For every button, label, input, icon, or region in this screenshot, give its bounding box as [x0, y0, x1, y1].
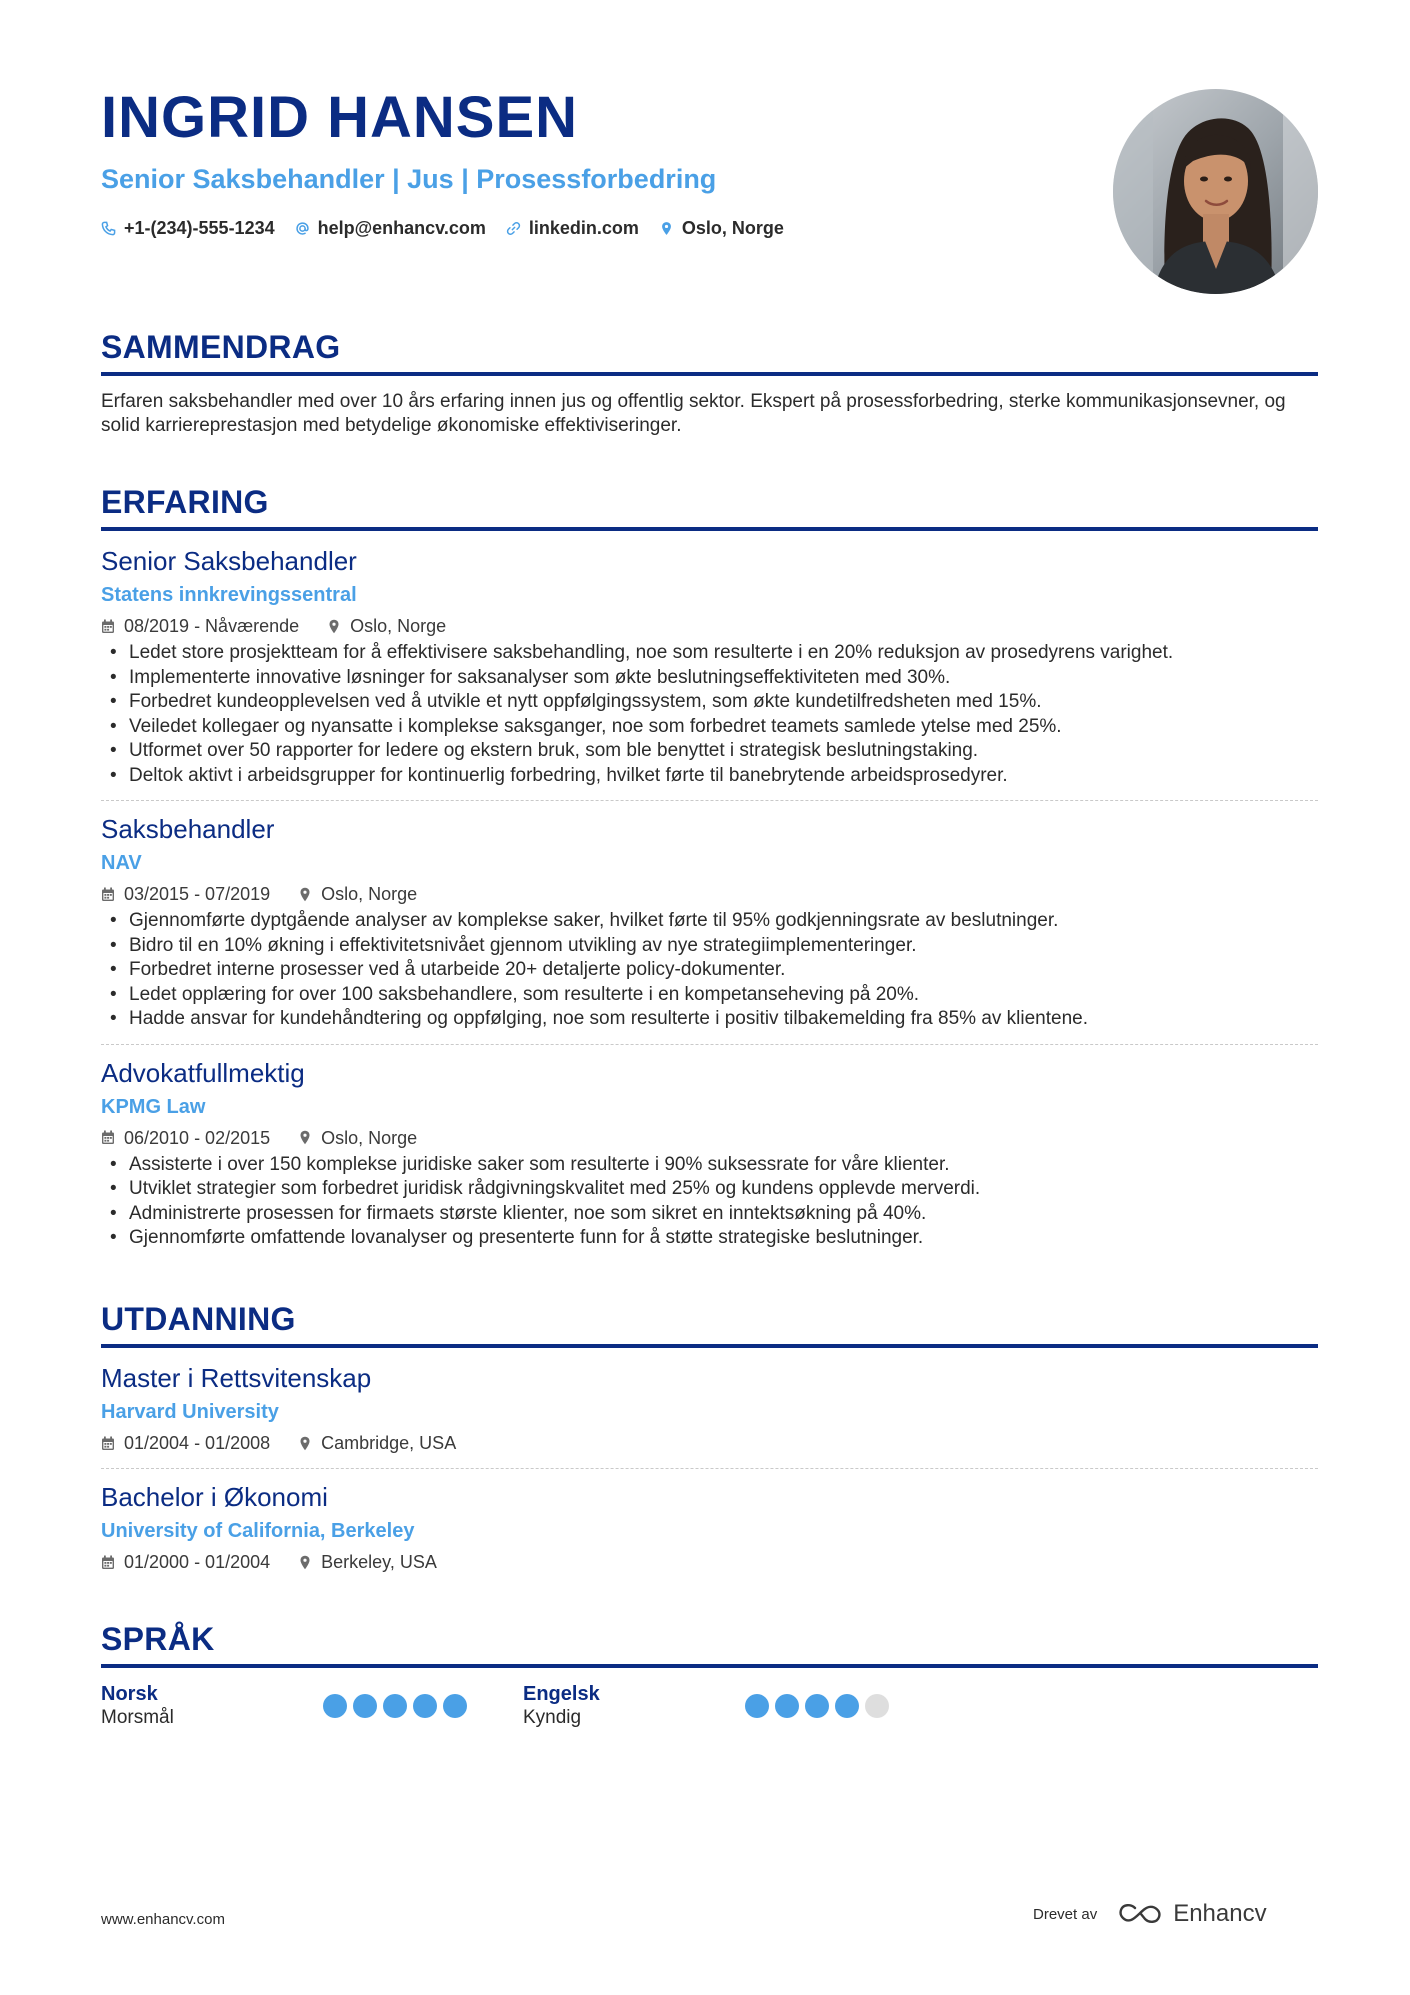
- education-location-text: Cambridge, USA: [321, 1433, 457, 1453]
- powered-by-label: Drevet av: [1033, 1905, 1098, 1923]
- summary-heading: SAMMENDRAG: [101, 329, 341, 365]
- bullet-item: • Forbedret kundeopplevelsen ved å utvikle et nytt oppfølgingssystem, som økte kundetilfredsheten med 15%.: [101, 690, 1318, 715]
- education-meta: [101, 1551, 1318, 1573]
- footer-branding: [1033, 1900, 1267, 1928]
- job-meta: [101, 883, 1318, 905]
- experience-entry: [101, 1057, 1318, 1251]
- email-text: help@enhancv.com: [317, 218, 486, 238]
- school-name: University of California, Berkeley: [101, 1520, 415, 1542]
- calendar-icon: [101, 1436, 115, 1451]
- job-bullets: [101, 641, 1318, 788]
- bullet-item: • Utviklet strategier som forbedret juridisk rådgivningskvalitet med 25% og kundens opplevde merverdi.: [101, 1177, 1318, 1202]
- employer: NAV: [101, 852, 142, 874]
- job-dates-text: 03/2015 - 07/2019: [124, 884, 271, 904]
- contact-location: [659, 216, 784, 240]
- location-pin-icon: [298, 1555, 312, 1570]
- location-pin-icon: [327, 619, 341, 634]
- bullet-item: • Hadde ansvar for kundehåndtering og oppfølging, noe som resulterte i positiv tilbakemelding fra 85% av klientene.: [101, 1007, 1318, 1032]
- contact-email[interactable]: [295, 216, 486, 240]
- degree-title: Master i Rettsvitenskap: [101, 1363, 372, 1393]
- job-meta: [101, 615, 1318, 637]
- summary-text: Erfaren saksbehandler med over 10 års erfaring innen jus og offentlig sektor. Ekspert på prosessforbedring, sterke kommunikasjonsevner, og solid karriereprestasjon med betydelige økonomiske effektiviseringer.: [101, 391, 1286, 436]
- rating-dot-filled: [775, 1694, 799, 1718]
- calendar-icon: [101, 1130, 115, 1145]
- bullet-item: • Ledet store prosjektteam for å effektivisere saksbehandling, noe som resulterte i en 20% reduksjon av prosedyrens varighet.: [101, 641, 1318, 666]
- education-location: [298, 1551, 437, 1573]
- rating-dot-filled: [323, 1694, 347, 1718]
- entry-divider: [101, 800, 1318, 801]
- language-name: Norsk: [101, 1683, 158, 1705]
- education-section: [101, 1300, 1318, 1573]
- bullet-item: • Forbedret interne prosesser ved å utarbeide 20+ detaljerte policy-dokumenter.: [101, 958, 1318, 983]
- experience-divider: [101, 527, 1318, 531]
- language-text: [523, 1682, 745, 1730]
- languages-heading: SPRÅK: [101, 1621, 215, 1657]
- languages-divider: [101, 1664, 1318, 1668]
- job-dates-text: 08/2019 - Nåværende: [124, 616, 300, 636]
- job-dates: [101, 883, 270, 905]
- location-pin-icon: [298, 1130, 312, 1145]
- employer: Statens innkrevingssentral: [101, 584, 357, 606]
- education-location-text: Berkeley, USA: [321, 1552, 437, 1572]
- profile-photo: [1113, 89, 1318, 294]
- job-title: Saksbehandler: [101, 814, 275, 844]
- enhancv-logo-icon: [1117, 1901, 1165, 1927]
- language-level: Morsmål: [101, 1707, 174, 1728]
- phone-icon: [101, 221, 116, 236]
- bullet-item: • Bidro til en 10% økning i effektivitetsnivået gjennom utvikling av nye strategiimplementeringer.: [101, 934, 1318, 959]
- bullet-item: • Gjennomførte dyptgående analyser av komplekse saker, hvilket førte til 95% godkjenningsrate av beslutninger.: [101, 909, 1318, 934]
- language-name: Engelsk: [523, 1683, 600, 1705]
- degree-title: Bachelor i Økonomi: [101, 1482, 328, 1512]
- education-divider: [101, 1344, 1318, 1348]
- job-dates: [101, 1127, 270, 1149]
- rating-dot-filled: [805, 1694, 829, 1718]
- location-pin-icon: [298, 1436, 312, 1451]
- education-entry: [101, 1362, 1318, 1469]
- bullet-item: • Administrerte prosessen for firmaets største klienter, noe som sikret en inntektsøkning på 40%.: [101, 1202, 1318, 1227]
- location-text: Oslo, Norge: [681, 218, 784, 238]
- school-name: Harvard University: [101, 1401, 279, 1423]
- language-rating: [323, 1694, 467, 1730]
- languages-list: [101, 1682, 1318, 1730]
- job-location-text: Oslo, Norge: [321, 884, 418, 904]
- linkedin-text: linkedin.com: [528, 218, 639, 238]
- at-icon: [295, 221, 310, 236]
- phone-text: +1-(234)-555-1234: [124, 218, 275, 238]
- candidate-name: INGRID HANSEN: [101, 85, 579, 150]
- job-dates: [101, 615, 299, 637]
- contact-linkedin[interactable]: [506, 216, 639, 240]
- job-title: Senior Saksbehandler: [101, 546, 357, 576]
- link-icon: [506, 221, 521, 236]
- education-dates-text: 01/2000 - 01/2004: [124, 1552, 271, 1572]
- education-dates-text: 01/2004 - 01/2008: [124, 1433, 271, 1453]
- language-rating: [745, 1694, 889, 1730]
- calendar-icon: [101, 619, 115, 634]
- resume-header: [101, 86, 1081, 240]
- language-text: [101, 1682, 323, 1730]
- experience-entry: [101, 545, 1318, 801]
- calendar-icon: [101, 1555, 115, 1570]
- location-pin-icon: [659, 221, 674, 236]
- experience-entry: [101, 813, 1318, 1045]
- calendar-icon: [101, 887, 115, 902]
- education-heading: UTDANNING: [101, 1301, 296, 1337]
- bullet-item: • Implementerte innovative løsninger for saksanalyser som økte beslutningseffektiviteten med 30%.: [101, 666, 1318, 691]
- education-dates: [101, 1551, 270, 1573]
- education-dates: [101, 1432, 270, 1454]
- bullet-item: • Gjennomførte omfattende lovanalyser og presenterte funn for å støtte strategiske beslutninger.: [101, 1226, 1318, 1251]
- job-location: [298, 1127, 417, 1149]
- education-entry: [101, 1481, 1318, 1573]
- summary-section: [101, 328, 1318, 438]
- rating-dot-filled: [413, 1694, 437, 1718]
- job-location: [327, 615, 446, 637]
- location-pin-icon: [298, 887, 312, 902]
- rating-dot-filled: [353, 1694, 377, 1718]
- language-item: [101, 1682, 523, 1730]
- language-item: [523, 1682, 945, 1730]
- job-bullets: [101, 1153, 1318, 1251]
- bullet-item: • Deltok aktivt i arbeidsgrupper for kontinuerlig forbedring, hvilket førte til banebrytende arbeidsprosedyrer.: [101, 764, 1318, 789]
- rating-dot-filled: [745, 1694, 769, 1718]
- bullet-item: • Assisterte i over 150 komplekse juridiske saker som resulterte i 90% suksessrate for våre klienter.: [101, 1153, 1318, 1178]
- job-bullets: [101, 909, 1318, 1032]
- rating-dot-filled: [383, 1694, 407, 1718]
- education-location: [298, 1432, 456, 1454]
- employer: KPMG Law: [101, 1095, 206, 1118]
- summary-divider: [101, 372, 1318, 376]
- contact-phone[interactable]: [101, 216, 275, 240]
- job-meta: [101, 1127, 1318, 1149]
- enhancv-logo[interactable]: [1117, 1900, 1266, 1928]
- entry-divider: [101, 1044, 1318, 1045]
- job-location-text: Oslo, Norge: [350, 616, 447, 636]
- bullet-item: • Veiledet kollegaer og nyansatte i komplekse saksganger, noe som forbedret teamets samlede ytelse med 25%.: [101, 715, 1318, 740]
- entry-divider: [101, 1468, 1318, 1469]
- candidate-subtitle: Senior Saksbehandler | Jus | Prosessforbedring: [101, 164, 717, 194]
- languages-section: [101, 1620, 1318, 1730]
- language-level: Kyndig: [523, 1707, 582, 1728]
- contact-bar: [101, 216, 1081, 240]
- job-location-text: Oslo, Norge: [321, 1127, 418, 1148]
- education-meta: [101, 1432, 1318, 1454]
- rating-dot-filled: [443, 1694, 467, 1718]
- experience-heading: ERFARING: [101, 484, 269, 520]
- rating-dot-empty: [865, 1694, 889, 1718]
- job-title: Advokatfullmektig: [101, 1057, 305, 1088]
- bullet-item: • Ledet opplæring for over 100 saksbehandlere, som resulterte i en kompetanseheving på 20%.: [101, 983, 1318, 1008]
- footer-website[interactable]: www.enhancv.com: [101, 1911, 225, 1928]
- job-location: [298, 883, 417, 905]
- rating-dot-filled: [835, 1694, 859, 1718]
- job-dates-text: 06/2010 - 02/2015: [124, 1127, 271, 1148]
- bullet-item: • Utformet over 50 rapporter for ledere og ekstern bruk, som ble benyttet i strategisk beslutningstaking.: [101, 739, 1318, 764]
- brand-name: Enhancv: [1173, 1900, 1267, 1927]
- experience-section: [101, 483, 1318, 1251]
